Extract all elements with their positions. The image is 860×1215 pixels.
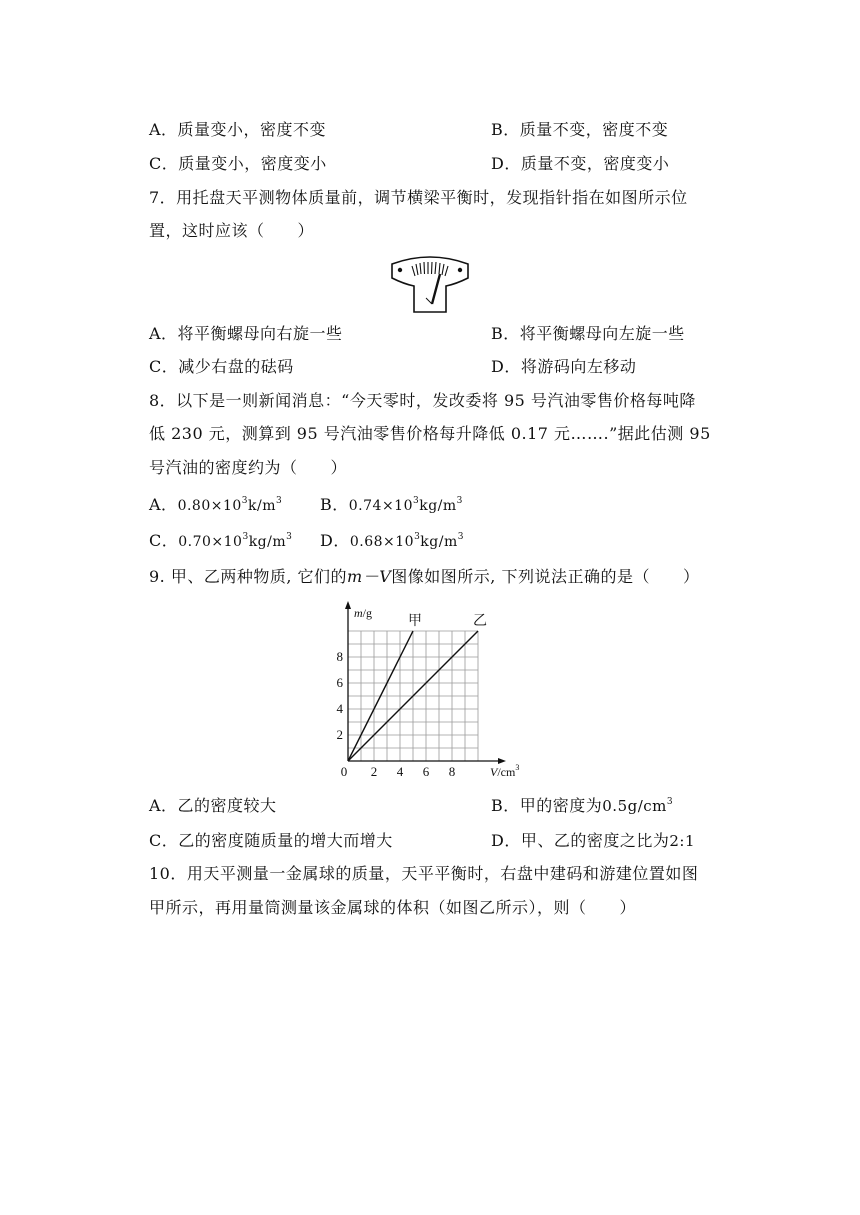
m-v-chart: [330, 594, 535, 786]
q6-option-c: C．质量变小，密度变小: [149, 154, 327, 173]
x-tick-label: 8: [448, 764, 456, 779]
q8-stem-line3: 号汽油的密度约为（ ）: [149, 458, 348, 477]
x-tick-label: 2: [370, 764, 378, 779]
x-axis-arrow: [498, 758, 506, 764]
q6-option-a: A．质量变小，密度不变: [149, 120, 327, 139]
balance-pointer-figure: [388, 252, 472, 316]
q10-stem-line2: 甲所示，再用量筒测量该金属球的体积（如图乙所示），则（ ）: [149, 898, 637, 917]
q8-option-a: A．$0.80\times 10^3k/m^3$: [149, 495, 283, 514]
q7-option-b: B．将平衡螺母向左旋一些: [491, 324, 685, 343]
q7-option-a: A．将平衡螺母向右旋一些: [149, 324, 343, 343]
q9-option-d: D．甲、乙的密度之比为2:1: [491, 831, 695, 850]
x-tick-label: 4: [396, 764, 404, 779]
q7-stem-line2: 置，这时应该（ ）: [149, 221, 315, 240]
x-axis-label: $V/cm^3$: [490, 763, 520, 779]
y-tick-label: 4: [336, 701, 343, 716]
series-label-jia: 甲: [408, 614, 422, 629]
q10-stem-line1: 10．用天平测量一金属球的质量，天平平衡时，右盘中建码和游建位置如图: [149, 864, 699, 883]
y-tick-label: 8: [336, 649, 343, 664]
q7-option-d: D．将游码向左移动: [491, 357, 637, 376]
q9-option-a: A．乙的密度较大: [149, 796, 277, 815]
chart-labels: [337, 606, 520, 779]
q6-option-d: D．质量不变，密度变小: [491, 154, 670, 173]
series-label-yi: 乙: [473, 614, 487, 629]
q8-stem-line2: 低 230 元，测算到 95 号汽油零售价格每升降低 0.17 元…….”据此估测 95: [149, 424, 711, 443]
q7-stem-line1: 7．用托盘天平测物体质量前，调节横梁平衡时，发现指针指在如图所示位: [149, 188, 688, 207]
q7-option-c: C．减少右盘的砝码: [149, 357, 294, 376]
y-tick-label: 6: [336, 675, 343, 690]
y-tick-label: 2: [336, 727, 343, 742]
q9-stem: 9. 甲、乙两种物质, 它们的m－V图像如图所示, 下列说法正确的是（ ）: [149, 567, 700, 586]
q8-stem-line1: 8．以下是一则新闻消息：“今天零时，发改委将 95 号汽油零售价格每吨降: [149, 391, 696, 410]
q9-option-b: B．甲的密度为$0.5g/cm^3$: [491, 796, 674, 815]
y-axis-arrow: [345, 601, 351, 609]
q6-option-b: B．质量不变，密度不变: [491, 120, 669, 139]
origin-label: 0: [340, 764, 348, 779]
q8-option-b: B．$0.74\times 10^3kg/m^3$: [320, 495, 463, 514]
y-axis-label: m/g: [354, 606, 373, 620]
x-tick-label: 6: [422, 764, 430, 779]
q9-option-c: C．乙的密度随质量的增大而增大: [149, 831, 393, 850]
q8-option-c: C．$0.70\times 10^3kg/m^3$: [149, 531, 293, 550]
q8-option-d: D．$0.68\times 10^3kg/m^3$: [320, 531, 464, 550]
